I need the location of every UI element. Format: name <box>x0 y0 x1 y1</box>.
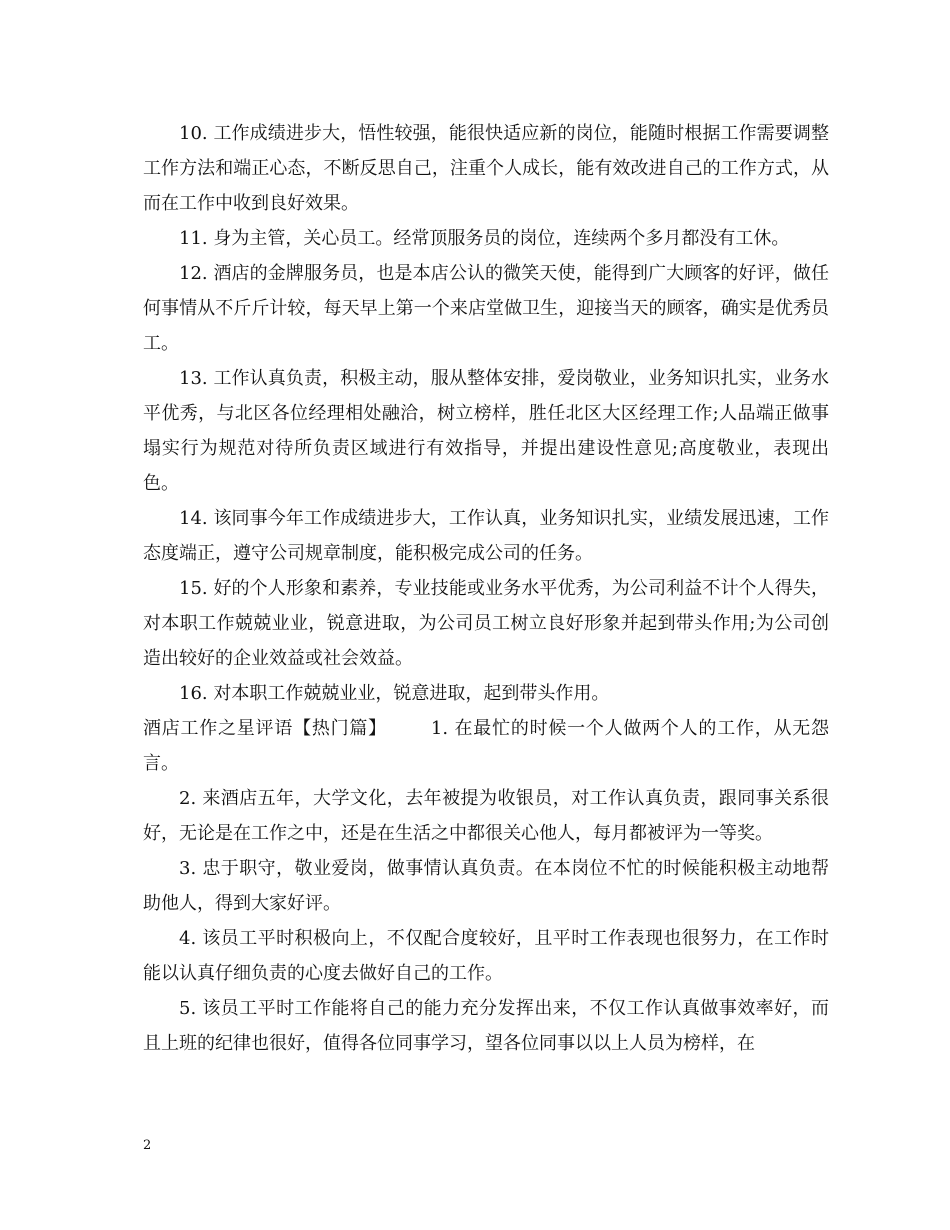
section-heading-paragraph <box>143 711 829 781</box>
document-body <box>143 116 829 1061</box>
paragraph-item-3: 3. 忠于职守，敬业爱岗，做事情认真负责。在本岗位不忙的时候能积极主动地帮助他人，得到大家好评。 <box>143 858 829 914</box>
paragraph-item-2: 2. 来酒店五年，大学文化，去年被提为收银员，对工作认真负责，跟同事关系很好，无论是在工作之中，还是在生活之中都很关心他人，每月都被评为一等奖。 <box>143 788 829 844</box>
paragraph-item-14: 14. 该同事今年工作成绩进步大，工作认真，业务知识扎实，业绩发展迅速，工作态度端正，遵守公司规章制度，能积极完成公司的任务。 <box>143 508 829 564</box>
section-heading: 酒店工作之星评语【热门篇】 <box>143 718 387 739</box>
paragraph-item-10: 10. 工作成绩进步大，悟性较强，能很快适应新的岗位，能随时根据工作需要调整工作方法和端正心态，不断反思自己，注重个人成长，能有效改进自己的工作方式，从而在工作中收到良好效果。 <box>143 123 829 214</box>
page-number: 2 <box>143 1138 152 1153</box>
paragraph-item-12: 12. 酒店的金牌服务员，也是本店公认的微笑天使，能得到广大顾客的好评，做任何事情从不斤斤计较，每天早上第一个来店堂做卫生，迎接当天的顾客，确实是优秀员工。 <box>143 263 829 354</box>
paragraph-item-15: 15. 好的个人形象和素养，专业技能或业务水平优秀，为公司利益不计个人得失，对本职工作兢兢业业，锐意进取，为公司员工树立良好形象并起到带头作用;为公司创造出较好的企业效益或社会效益。 <box>143 578 829 669</box>
paragraph-item-16: 16. 对本职工作兢兢业业，锐意进取，起到带头作用。 <box>179 683 610 704</box>
paragraph-item-5: 5. 该员工平时工作能将自己的能力充分发挥出来，不仅工作认真做事效率好，而且上班的纪律也很好，值得各位同事学习，望各位同事以以上人员为榜样，在 <box>143 998 829 1054</box>
paragraph-item-13: 13. 工作认真负责，积极主动，服从整体安排，爱岗敬业，业务知识扎实，业务水平优秀，与北区各位经理相处融洽，树立榜样，胜任北区大区经理工作;人品端正做事塌实行为规范对待所负责区域进行有效指导，并提出建设性意见;高度敬业，表现出色。 <box>143 368 829 494</box>
paragraph-item-4: 4. 该员工平时积极向上，不仅配合度较好，且平时工作表现也很努力，在工作时能以认真仔细负责的心度去做好自己的工作。 <box>143 928 829 984</box>
paragraph-item-11: 11. 身为主管，关心员工。经常顶服务员的岗位，连续两个多月都没有工休。 <box>179 228 790 249</box>
paragraph-item-1: 1. 在最忙的时候一个人做两个人的工作，从无怨言。 <box>143 718 829 774</box>
